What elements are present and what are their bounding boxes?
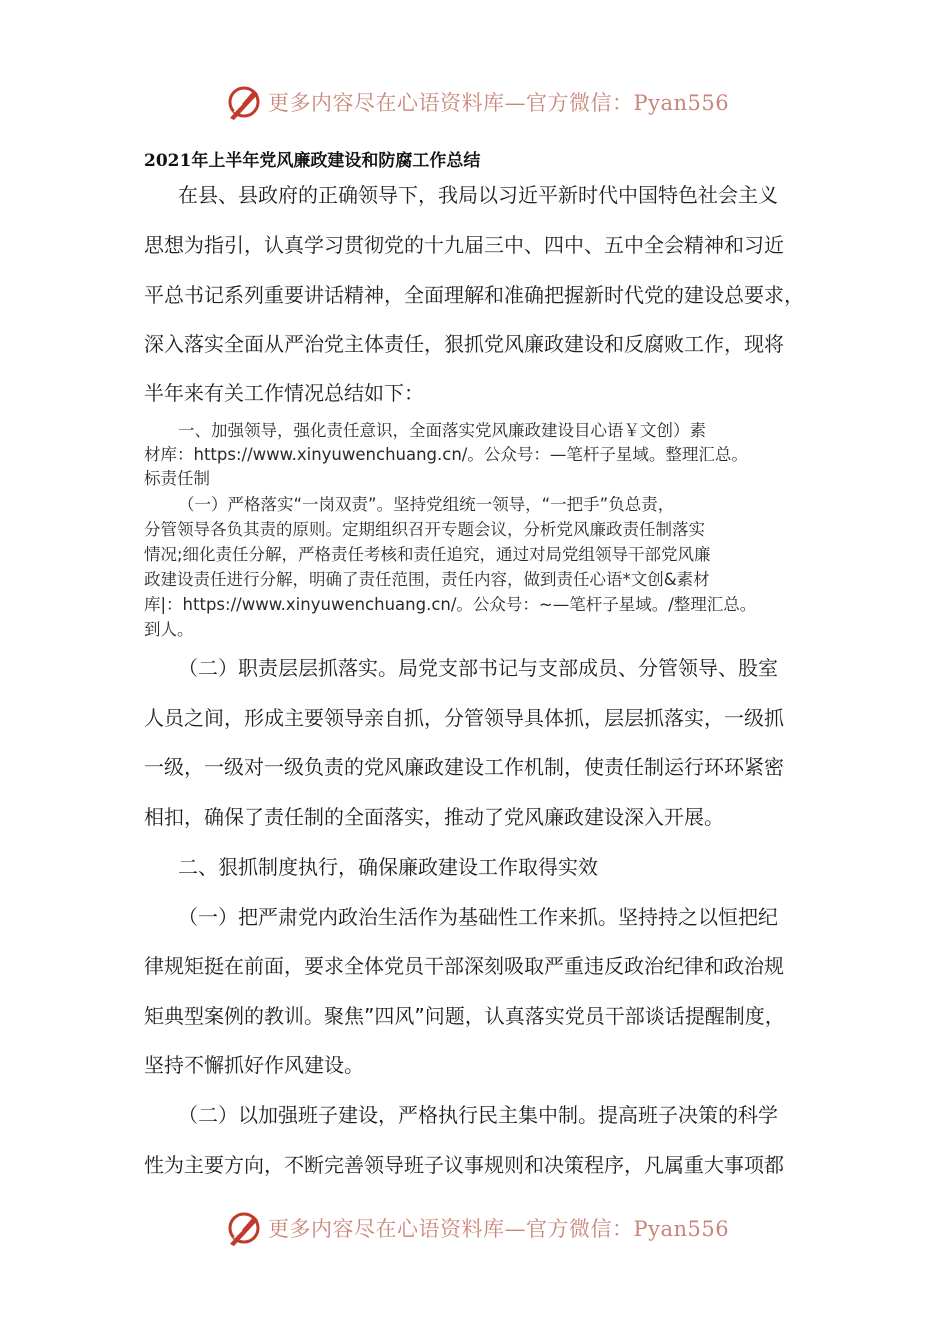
quill-logo-icon: [224, 1208, 264, 1248]
watermark-text-bottom: 更多内容尽在心语资料库—官方微信：Pyan556: [268, 1217, 730, 1241]
sub1-line: 库|：https://www.xinyuwenchuang.cn/。公众号：~—笔杆子星域。/整理汇总。: [144, 595, 757, 614]
sub2-line: （二）职责层层抓落实。局党支部书记与支部成员、分管领导、股室: [178, 656, 778, 680]
watermark-banner-bottom: [224, 1206, 729, 1250]
s2-sub1-line: （一）把严肃党内政治生活作为基础性工作来抓。坚持持之以恒把纪: [178, 905, 778, 929]
s2-sub2-line: 性为主要方向，不断完善领导班子议事规则和决策程序，凡属重大事项都: [144, 1153, 784, 1177]
watermark-text-top: 更多内容尽在心语资料库—官方微信：Pyan556: [268, 91, 730, 115]
sub1-line: 政建设责任进行分解，明确了责任范围，责任内容，做到责任心语*文创&素材: [144, 570, 710, 589]
s2-sub1-line: 坚持不懈抓好作风建设。: [144, 1053, 364, 1077]
sub1-line: 分管领导各负其责的原则。定期组织召开专题会议，分析党风廉政责任制落实: [144, 520, 705, 539]
section1-line: 标责任制: [144, 469, 210, 488]
document-title: 2021年上半年党风廉政建设和防腐工作总结: [144, 151, 481, 171]
intro-line: 深入落实全面从严治党主体责任，狠抓党风廉政建设和反腐败工作，现将: [144, 332, 784, 356]
intro-line: 半年来有关工作情况总结如下：: [144, 381, 424, 405]
sub1-line: 到人。: [144, 620, 194, 639]
section2-heading: 二、狠抓制度执行，确保廉政建设工作取得实效: [178, 855, 598, 879]
s2-sub1-line: 矩典型案例的教训。聚焦”四风”问题，认真落实党员干部谈话提醒制度，: [144, 1004, 785, 1028]
intro-line: 思想为指引，认真学习贯彻党的十九届三中、四中、五中全会精神和习近: [144, 233, 784, 257]
sub1-line: 情况;细化责任分解，严格责任考核和责任追究，通过对局党组领导干部党风廉: [144, 545, 711, 564]
s2-sub2-line: （二）以加强班子建设，严格执行民主集中制。提高班子决策的科学: [178, 1103, 778, 1127]
sub2-line: 人员之间，形成主要领导亲自抓，分管领导具体抓，层层抓落实，一级抓: [144, 706, 784, 730]
intro-line: 在县、县政府的正确领导下，我局以习近平新时代中国特色社会主义: [178, 183, 778, 207]
sub2-line: 一级，一级对一级负责的党风廉政建设工作机制，使责任制运行环环紧密: [144, 755, 784, 779]
quill-logo-icon: [224, 82, 264, 122]
sub2-line: 相扣，确保了责任制的全面落实，推动了党风廉政建设深入开展。: [144, 805, 724, 829]
s2-sub1-line: 律规矩挺在前面，要求全体党员干部深刻吸取严重违反政治纪律和政治规: [144, 954, 784, 978]
section1-line: 一、加强领导，强化责任意识，全面落实党风廉政建设目心语￥文创）素: [178, 421, 706, 440]
section1-line: 材库：https://www.xinyuwenchuang.cn/。公众号：—笔杆子星域。整理汇总。: [144, 445, 748, 464]
intro-line: 平总书记系列重要讲话精神，全面理解和准确把握新时代党的建设总要求，: [144, 283, 804, 307]
watermark-banner-top: [224, 80, 729, 124]
sub1-line: （一）严格落实“一岗双责”。坚持党组统一领导，“一把手”负总责，: [178, 495, 675, 514]
